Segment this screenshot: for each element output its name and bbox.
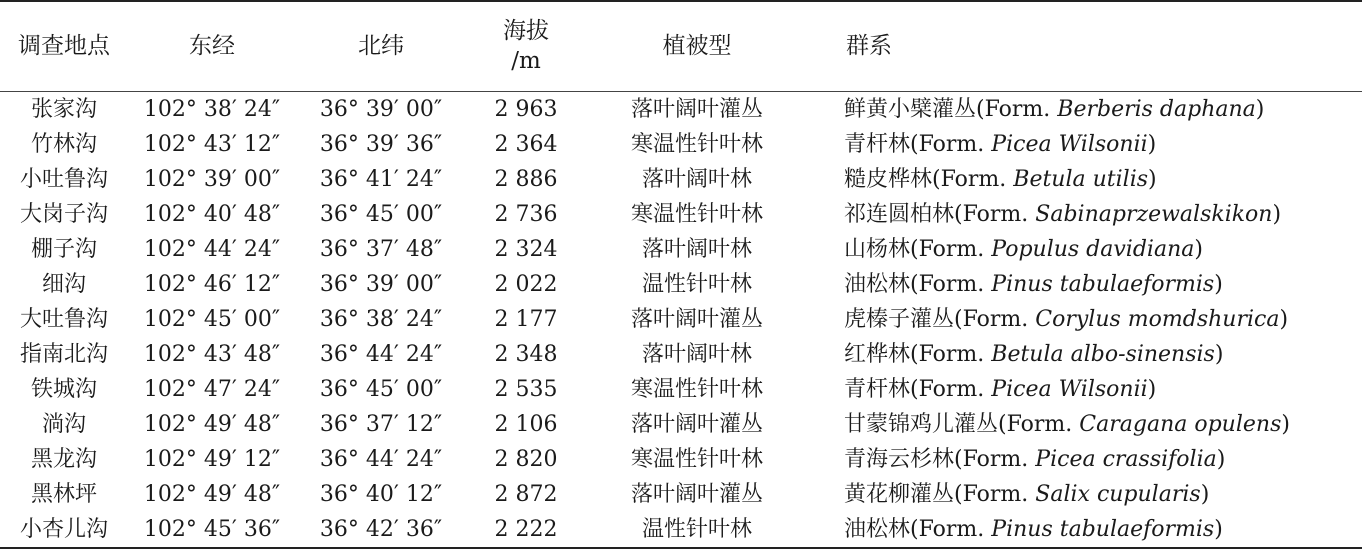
formation-prefix: (Form. (910, 271, 992, 297)
formation-prefix: (Form. (998, 411, 1080, 437)
altitude-cell: 2 348 (494, 341, 558, 367)
longitude-cell: 102° 46′ 12″ (143, 271, 281, 297)
longitude-cell: 102° 38′ 24″ (143, 96, 281, 122)
header-vegetation-type: 植被型 (586, 1, 808, 91)
vegetation-type-cell: 寒温性针叶林 (630, 201, 763, 227)
formation-scientific-name: Picea crassifolia (1035, 446, 1217, 472)
formation-cell (808, 302, 1362, 337)
vegetation-type-cell: 寒温性针叶林 (630, 446, 763, 472)
formation-cell (808, 267, 1362, 302)
longitude-cell: 102° 43′ 48″ (143, 341, 281, 367)
formation-suffix: ) (1214, 341, 1224, 367)
formation-scientific-name: Populus davidiana (991, 236, 1195, 262)
formation-scientific-name: Betula utilis (1013, 166, 1149, 192)
formation-scientific-name: Picea Wilsonii (991, 376, 1148, 402)
formation-cell (808, 407, 1362, 442)
longitude-cell: 102° 45′ 00″ (143, 306, 281, 332)
table-row (0, 337, 1362, 372)
longitude-cell: 102° 40′ 48″ (143, 201, 281, 227)
formation-prefix: (Form. (976, 96, 1058, 122)
formation-cell (808, 372, 1362, 407)
latitude-cell: 36° 39′ 00″ (319, 271, 443, 297)
formation-prefix: (Form. (910, 341, 992, 367)
latitude-cell: 36° 45′ 00″ (319, 201, 443, 227)
site-cell: 淌沟 (41, 411, 86, 437)
formation-prefix: (Form. (954, 446, 1036, 472)
header-longitude: 东经 (128, 1, 296, 91)
site-cell: 大吐鲁沟 (19, 306, 108, 332)
site-cell: 黑龙沟 (30, 446, 97, 472)
longitude-cell: 102° 39′ 00″ (143, 166, 281, 192)
formation-cell (808, 91, 1362, 127)
site-cell: 棚子沟 (30, 236, 97, 262)
header-row (0, 1, 1362, 91)
latitude-cell: 36° 38′ 24″ (319, 306, 443, 332)
longitude-cell: 102° 49′ 12″ (143, 446, 281, 472)
altitude-cell: 2 963 (494, 96, 558, 122)
vegetation-type-cell: 落叶阔叶林 (641, 236, 752, 262)
formation-suffix: ) (1216, 446, 1226, 472)
formation-cell (808, 442, 1362, 477)
header-altitude-label: 海拔 (503, 18, 549, 45)
altitude-cell: 2 177 (494, 306, 558, 332)
latitude-cell: 36° 37′ 12″ (319, 411, 443, 437)
formation-scientific-name: Pinus tabulaeformis (991, 516, 1215, 542)
site-cell: 竹林沟 (30, 131, 97, 157)
vegetation-type-cell: 寒温性针叶林 (630, 376, 763, 402)
vegetation-type-cell: 落叶阔叶灌丛 (630, 411, 763, 437)
formation-suffix: ) (1147, 131, 1157, 157)
table-header (0, 1, 1362, 91)
formation-cell (808, 197, 1362, 232)
vegetation-type-cell: 落叶阔叶灌丛 (630, 96, 763, 122)
table-row (0, 477, 1362, 512)
formation-suffix: ) (1279, 306, 1289, 332)
table-row (0, 232, 1362, 267)
table-body (0, 91, 1362, 548)
formation-prefix: (Form. (954, 306, 1036, 332)
formation-cell (808, 162, 1362, 197)
site-cell: 黑林坪 (30, 481, 97, 507)
formation-cell (808, 512, 1362, 548)
formation-suffix: ) (1255, 96, 1265, 122)
site-cell: 张家沟 (30, 96, 97, 122)
longitude-cell: 102° 49′ 48″ (143, 411, 281, 437)
table-row (0, 267, 1362, 302)
latitude-cell: 36° 42′ 36″ (296, 512, 466, 548)
formation-prefix: (Form. (910, 236, 992, 262)
altitude-cell: 2 324 (494, 236, 558, 262)
latitude-cell: 36° 37′ 48″ (319, 236, 443, 262)
formation-cell (808, 127, 1362, 162)
table-row (0, 302, 1362, 337)
formation-suffix: ) (1214, 516, 1223, 542)
latitude-cell: 36° 44′ 24″ (319, 446, 443, 472)
formation-scientific-name: Betula albo-sinensis (991, 341, 1215, 367)
formation-cell (808, 232, 1362, 267)
formation-prefix: (Form. (932, 166, 1014, 192)
formation-chinese-name: 油松林 (844, 516, 911, 542)
longitude-cell: 102° 43′ 12″ (143, 131, 281, 157)
formation-chinese-name: 青海云杉林 (844, 446, 955, 472)
vegetation-type-cell: 寒温性针叶林 (630, 131, 763, 157)
formation-scientific-name: Caragana opulens (1079, 411, 1282, 437)
table-row (0, 127, 1362, 162)
table-row (0, 372, 1362, 407)
header-altitude (466, 1, 586, 91)
vegetation-type-cell: 落叶阔叶林 (641, 166, 752, 192)
header-latitude: 北纬 (296, 1, 466, 91)
altitude-cell: 2 222 (466, 512, 586, 548)
site-cell: 指南北沟 (19, 341, 108, 367)
longitude-cell: 102° 45′ 36″ (128, 512, 296, 548)
latitude-cell: 36° 45′ 00″ (319, 376, 443, 402)
altitude-cell: 2 736 (494, 201, 558, 227)
formation-scientific-name: Pinus tabulaeformis (991, 271, 1215, 297)
formation-scientific-name: Sabinaprzewalskikon (1035, 201, 1273, 227)
formation-scientific-name: Salix cupularis (1035, 481, 1201, 507)
vegetation-type-cell: 落叶阔叶灌丛 (630, 306, 763, 332)
formation-cell (808, 337, 1362, 372)
site-cell: 小吐鲁沟 (19, 166, 108, 192)
altitude-cell: 2 364 (494, 131, 558, 157)
formation-chinese-name: 甘蒙锦鸡儿灌丛 (844, 411, 999, 437)
formation-chinese-name: 青杆林 (844, 376, 911, 402)
formation-chinese-name: 祁连圆柏林 (844, 201, 955, 227)
vegetation-type-cell: 温性针叶林 (586, 512, 808, 548)
latitude-cell: 36° 39′ 36″ (319, 131, 443, 157)
formation-suffix: ) (1194, 236, 1203, 262)
formation-prefix: (Form. (954, 481, 1036, 507)
formation-prefix: (Form. (910, 376, 992, 402)
latitude-cell: 36° 44′ 24″ (319, 341, 443, 367)
formation-chinese-name: 青杆林 (844, 131, 911, 157)
header-formation: 群系 (808, 1, 1362, 91)
formation-chinese-name: 油松林 (844, 271, 911, 297)
vegetation-type-cell: 温性针叶林 (641, 271, 752, 297)
altitude-cell: 2 820 (494, 446, 558, 472)
formation-cell (808, 477, 1362, 512)
formation-chinese-name: 山杨林 (844, 236, 911, 262)
formation-suffix: ) (1200, 481, 1210, 507)
formation-chinese-name: 虎榛子灌丛 (844, 306, 955, 332)
formation-chinese-name: 鲜黄小檗灌丛 (844, 96, 977, 122)
formation-prefix: (Form. (910, 131, 992, 157)
longitude-cell: 102° 49′ 48″ (143, 481, 281, 507)
altitude-cell: 2 872 (494, 481, 558, 507)
altitude-cell: 2 535 (494, 376, 558, 402)
formation-suffix: ) (1214, 271, 1223, 297)
table-row (0, 162, 1362, 197)
formation-suffix: ) (1147, 376, 1157, 402)
longitude-cell: 102° 47′ 24″ (143, 376, 281, 402)
header-site: 调查地点 (0, 1, 128, 91)
table-row (0, 512, 1362, 548)
header-altitude-unit: /m (511, 48, 541, 75)
site-cell: 铁城沟 (30, 376, 97, 402)
formation-prefix: (Form. (954, 201, 1036, 227)
table-row (0, 407, 1362, 442)
table-row (0, 91, 1362, 127)
site-cell: 大岗子沟 (19, 201, 108, 227)
formation-suffix: ) (1272, 201, 1282, 227)
altitude-cell: 2 022 (494, 271, 558, 297)
site-cell: 小杏儿沟 (0, 512, 128, 548)
vegetation-type-cell: 落叶阔叶林 (641, 341, 752, 367)
formation-chinese-name: 糙皮桦林 (844, 166, 933, 192)
formation-prefix: (Form. (910, 516, 992, 542)
formation-scientific-name: Corylus momdshurica (1035, 306, 1280, 332)
altitude-cell: 2 106 (494, 411, 558, 437)
latitude-cell: 36° 41′ 24″ (319, 166, 443, 192)
formation-chinese-name: 红桦林 (844, 341, 911, 367)
formation-suffix: ) (1281, 411, 1290, 437)
site-cell: 细沟 (41, 271, 86, 297)
formation-chinese-name: 黄花柳灌丛 (844, 481, 955, 507)
vegetation-type-cell: 落叶阔叶灌丛 (630, 481, 763, 507)
altitude-cell: 2 886 (494, 166, 558, 192)
table-row (0, 197, 1362, 232)
latitude-cell: 36° 39′ 00″ (319, 96, 443, 122)
longitude-cell: 102° 44′ 24″ (143, 236, 281, 262)
formation-suffix: ) (1148, 166, 1157, 192)
latitude-cell: 36° 40′ 12″ (319, 481, 443, 507)
table-row (0, 442, 1362, 477)
formation-scientific-name: Berberis daphana (1057, 96, 1256, 122)
formation-scientific-name: Picea Wilsonii (991, 131, 1148, 157)
